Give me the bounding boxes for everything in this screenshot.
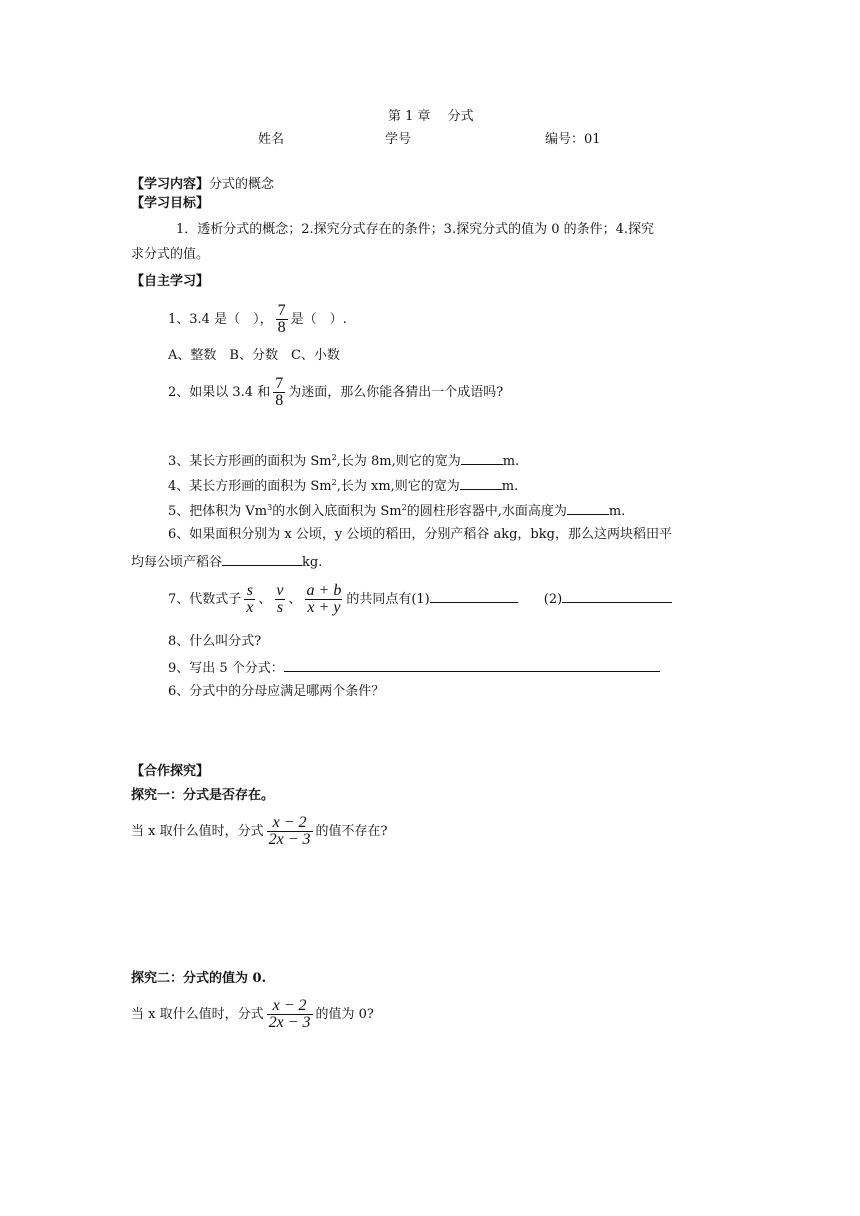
fraction-denominator: s — [276, 599, 284, 616]
question-3 — [168, 451, 519, 471]
question-1-text: 1、3.4 是（ ）， — [168, 312, 273, 327]
question-1-options: A、整数 B、分数 C、小数 — [168, 348, 340, 363]
question-5-text: 5、把体积为 Vm — [168, 504, 268, 519]
self-study-heading: 【自主学习】 — [131, 274, 210, 289]
answer-blank[interactable] — [284, 658, 660, 672]
learning-content-line — [131, 176, 274, 194]
superscript: 3 — [267, 503, 273, 512]
question-2-text: 2、如果以 3.4 和 — [168, 385, 271, 400]
question-7-part-2-label: (2) — [543, 592, 563, 607]
separator: 、 — [288, 592, 302, 607]
explore-1-text-end: 的值不存在? — [315, 824, 388, 839]
fraction-numerator: x − 2 — [272, 997, 307, 1014]
superscript: 2 — [331, 478, 337, 487]
explore-1-title: 探究一：分式是否存在。 — [131, 788, 275, 803]
student-id-label: 学号 — [385, 132, 412, 147]
question-2 — [168, 369, 503, 417]
learning-content-text: 分式的概念 — [209, 177, 275, 192]
fraction-denominator: x — [246, 599, 254, 616]
learning-goals-line-1: 1．透析分式的概念；2.探究分式存在的条件；3.探究分式的值为 0 的条件；4.探究 — [176, 222, 655, 237]
fraction-numerator: x − 2 — [272, 814, 307, 831]
question-5-text-end: m. — [608, 504, 626, 519]
explore-1-text: 当 x 取什么值时，分式 — [131, 824, 264, 839]
question-2-text-end: 为迷面，那么你能各猜出一个成语吗? — [288, 385, 504, 400]
explore-2-text: 当 x 取什么值时，分式 — [131, 1007, 264, 1022]
explore-2-title: 探究二：分式的值为 0. — [131, 971, 267, 986]
answer-blank-1[interactable] — [430, 589, 518, 603]
fraction-numerator: 7 — [277, 302, 286, 319]
fraction-7-8 — [273, 376, 285, 409]
superscript: 2 — [331, 453, 337, 462]
fraction-s-over-x — [244, 583, 255, 616]
separator: 、 — [258, 592, 272, 607]
question-6-text: 均每公顷产稻谷 — [131, 555, 223, 570]
fraction-denominator: 8 — [275, 392, 284, 409]
question-4-text-mid: ,长为 xm,则它的宽为 — [336, 479, 460, 494]
question-9-text: 9、写出 5 个分式： — [168, 661, 284, 676]
question-7-text: 7、代数式子 — [168, 592, 242, 607]
question-6-line-1: 6、如果面积分别为 x 公顷，y 公顷的稻田，分别产稻谷 akg，bkg，那么这两块稻田平 — [168, 527, 672, 542]
fraction-numerator: v — [276, 582, 284, 599]
question-1-text-end: 是（ ）. — [290, 312, 347, 327]
fraction-numerator: s — [246, 582, 253, 599]
cooperative-heading: 【合作探究】 — [131, 764, 210, 779]
question-5-text-mid: 的水倒入底面积为 Sm — [272, 504, 402, 519]
fraction-numerator: a + b — [306, 582, 342, 599]
question-8: 8、什么叫分式? — [168, 634, 262, 649]
question-3-text: 3、某长方形画的面积为 Sm — [168, 454, 332, 469]
answer-blank[interactable] — [222, 552, 302, 566]
fraction-7-8 — [276, 303, 288, 336]
learning-goals-heading: 【学习目标】 — [131, 196, 210, 211]
answer-blank[interactable] — [460, 476, 502, 490]
fraction-denominator: x + y — [307, 599, 341, 616]
question-7 — [168, 576, 672, 624]
question-6-text-end: kg. — [302, 555, 323, 570]
question-4-text-end: m. — [501, 479, 519, 494]
answer-blank[interactable] — [567, 501, 609, 515]
explore-1-question — [131, 808, 388, 856]
question-4 — [168, 476, 518, 496]
question-6-line-2 — [131, 552, 322, 572]
question-10: 6、分式中的分母应满足哪两个条件？ — [168, 684, 385, 699]
question-5-text-mid-2: 的圆柱形容器中,水面高度为 — [406, 504, 567, 519]
serial-number-label: 编号：01 — [545, 132, 601, 147]
question-3-text-end: m. — [502, 454, 520, 469]
answer-blank[interactable] — [461, 451, 503, 465]
fraction-a-plus-b-over-x-plus-y — [305, 583, 344, 616]
fraction-v-over-s — [274, 583, 285, 616]
question-5 — [168, 501, 625, 521]
question-1 — [168, 296, 347, 344]
name-label: 姓名 — [258, 132, 285, 147]
question-7-text-mid: 的共同点有(1) — [346, 592, 430, 607]
fraction-x-minus-2-over-2x-minus-3 — [267, 815, 313, 848]
fraction-numerator: 7 — [275, 375, 284, 392]
learning-content-heading: 【学习内容】 — [131, 177, 210, 192]
page-title: 第 1 章 分式 — [388, 109, 474, 124]
explore-2-text-end: 的值为 0? — [315, 1007, 374, 1022]
question-9 — [168, 658, 660, 678]
fraction-denominator: 2x − 3 — [268, 1014, 311, 1031]
fraction-denominator: 2x − 3 — [268, 831, 311, 848]
fraction-x-minus-2-over-2x-minus-3 — [267, 998, 313, 1031]
learning-goals-line-2: 求分式的值。 — [131, 247, 210, 262]
question-3-text-mid: ,长为 8m,则它的宽为 — [336, 454, 461, 469]
explore-2-question — [131, 991, 374, 1039]
answer-blank-2[interactable] — [562, 589, 672, 603]
superscript: 2 — [401, 503, 407, 512]
question-4-text: 4、某长方形画的面积为 Sm — [168, 479, 332, 494]
fraction-denominator: 8 — [277, 319, 286, 336]
